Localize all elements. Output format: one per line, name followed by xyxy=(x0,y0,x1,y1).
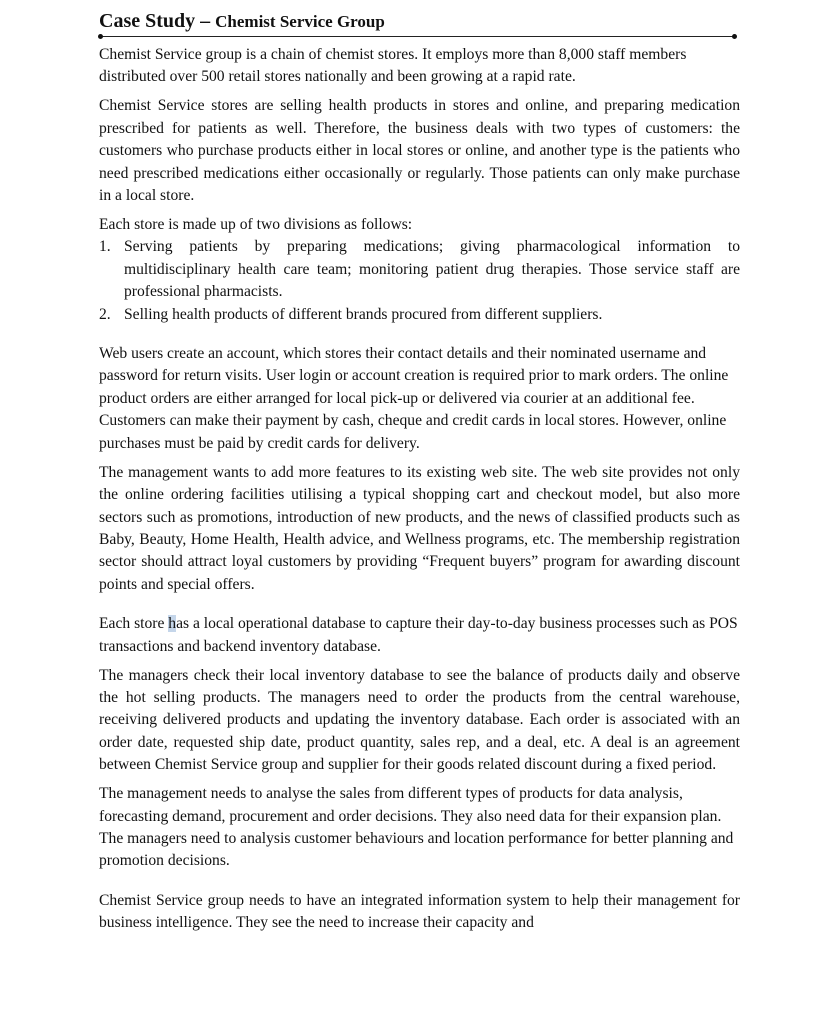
text-cursor-highlight: h xyxy=(168,615,177,633)
divider-dot-left xyxy=(98,34,103,39)
p6-text-before: Each store xyxy=(99,615,169,633)
divider-dot-right xyxy=(732,34,737,39)
paragraph-inventory: The managers check their local inventory database to see the balance of products daily and observe the hot selling products. The managers need to order the products from the central warehouse, receiving delivered products and updating the inventory database. Each order is associated with an order date, requested ship date, product quantity, sales rep, and a deal, etc. A deal is an agreement between Chemist Service group and supplier for their goods related discount during a fixed period. xyxy=(99,666,740,774)
list-item-text: Selling health products of different brands procured from different suppliers. xyxy=(124,305,603,323)
divisions-list xyxy=(99,236,740,326)
list-item-number: 1. xyxy=(99,238,111,256)
paragraph-sales-analysis: The management needs to analyse the sales from different types of products for data analysis, forecasting demand, procurement and order decisions. They also need data for their expansion plan. The managers need to analysis customer behaviours and location performance for better planning and promotion decisions. xyxy=(99,785,734,870)
paragraph-local-database xyxy=(99,613,740,658)
list-item-number: 2. xyxy=(99,305,111,323)
page-title xyxy=(99,0,740,31)
paragraph-management-features: The management wants to add more features to its existing web site. The web site provides not only the online ordering facilities utilising a typical shopping cart and checkout model, but also more sectors such as promotions, introduction of new products, and the news of classified products such as Baby, Beauty, Home Health, Health advice, and Wellness programs, etc. The membership registration sector should attract loyal customers by providing “Frequent buyers” program for awarding discount points and special offers. xyxy=(99,463,740,593)
title-dash: – xyxy=(195,10,216,32)
list-item xyxy=(99,304,740,326)
title-subtitle: Chemist Service Group xyxy=(215,12,385,31)
title-divider xyxy=(99,36,735,37)
paragraph-web-users: Web users create an account, which stores their contact details and their nominated username and password for return visits. User login or account creation is required prior to mark orders. The online product orders are either arranged for local pick-up or delivered via courier at an additional fee. Customers can make their payment by cash, cheque and credit cards in local stores. However, online purchases must be paid by credit cards for delivery. xyxy=(99,345,729,452)
document-page xyxy=(99,0,740,935)
list-item-text: Serving patients by preparing medications; giving pharmacological information to multidisciplinary health care team; monitoring patient drug therapies. Those service staff are professional pharmacists. xyxy=(124,238,740,301)
paragraph-divisions-intro: Each store is made up of two divisions as follows: xyxy=(99,216,413,234)
list-item xyxy=(99,236,740,303)
title-main: Case Study xyxy=(99,10,196,32)
p6-text-after: as a local operational database to capture their day-to-day business processes such as POS transactions and backend inventory database. xyxy=(99,615,738,655)
paragraph-intro: Chemist Service group is a chain of chemist stores. It employs more than 8,000 staff members distributed over 500 retail stores nationally and been growing at a rapid rate. xyxy=(99,46,687,86)
paragraph-integrated-system: Chemist Service group needs to have an integrated information system to help their management for business intelligence. They see the need to increase their capacity and xyxy=(99,891,740,932)
paragraph-customers: Chemist Service stores are selling health products in stores and online, and preparing medication prescribed for patients as well. Therefore, the business deals with two types of customers: the customers who purchase products either in local stores or online, and another type is the patients who need prescribed medications either occasionally or regularly. Those patients can only make purchase in a local store. xyxy=(99,97,740,205)
